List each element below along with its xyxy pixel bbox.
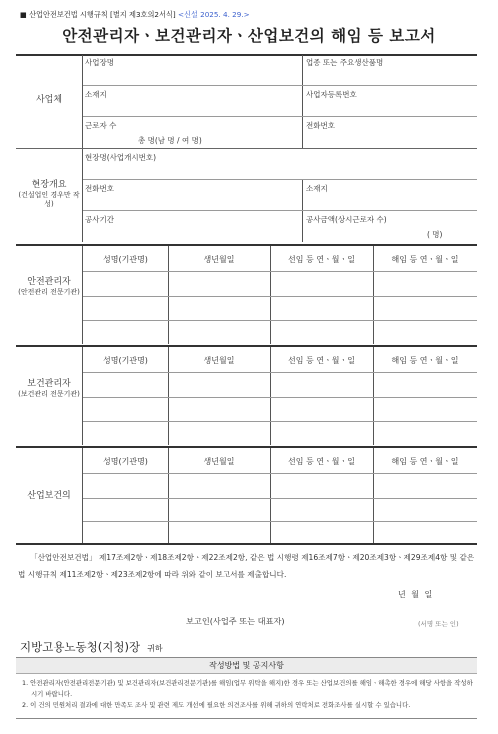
- col-name: 성명(기관명): [103, 356, 148, 365]
- reporter-label: 보고인(사업주 또는 대표자): [186, 616, 285, 626]
- col-birthdate: 생년월일: [203, 356, 235, 365]
- instructions-box: [16, 657, 477, 711]
- safety-manager-label: 안전관리자 (안전관리 전문기관): [18, 277, 80, 297]
- signature-field[interactable]: (서명 또는 인): [418, 620, 459, 628]
- col-birthdate: 생년월일: [203, 255, 235, 264]
- site-section-note: (건설업인 경우만 작성): [18, 191, 80, 209]
- form-header: [20, 10, 250, 20]
- site-section-label: 현장개요 (건설업인 경우만 작성): [16, 180, 82, 209]
- col-name: 성명(기관명): [103, 457, 148, 466]
- worker-count-field[interactable]: 근로자 수: [85, 121, 117, 130]
- industry-field[interactable]: 업종 또는 주요생산품명: [306, 58, 384, 67]
- health-manager-label: 보건관리자 (보건관리 전문기관): [18, 379, 80, 399]
- instructions-list: [16, 674, 477, 711]
- col-appointed-date: 선임 등 연ㆍ월ㆍ일: [288, 457, 355, 466]
- workplace-phone-field[interactable]: 전화번호: [306, 121, 335, 130]
- site-phone-field[interactable]: 전화번호: [85, 184, 114, 193]
- recipient-suffix: 귀하: [147, 644, 163, 653]
- col-appointed-date: 선임 등 연ㆍ월ㆍ일: [288, 356, 355, 365]
- form-law-reference: ■ 산업안전보건법 시행규칙 [별지 제3호의2서식]: [20, 10, 176, 19]
- business-regno-field[interactable]: 사업자등록번호: [306, 90, 357, 99]
- col-dismissed-date: 해임 등 연ㆍ월ㆍ일: [391, 255, 459, 264]
- instruction-item: 1. 안전관리자(안전관리전문기관) 및 보건관리자(보건관리전문기관)를 해임(업무 위탁을 해지)한 경우 또는 산업보건의를 해임ㆍ해촉한 경우에 해당 사항을 작성하시기 바랍니다.: [22, 679, 473, 698]
- recipient-office: 지방고용노동청(지청)장: [20, 640, 141, 654]
- worker-count-detail: 총 명(남 명 / 여 명): [138, 136, 202, 145]
- statement-text: 「산업안전보건법」 제17조제2항ㆍ제18조제2항ㆍ제22조제2항, 같은 법 시행령 제16조제7항ㆍ제20조제3항ㆍ제29조제4항 및 같은 법 시행규칙 제11조제2항ㆍ제23조제2항에 따라 위와 같이 보고서를 제출합니다.: [18, 553, 475, 579]
- construction-period-field[interactable]: 공사기간: [85, 215, 114, 224]
- recipient: [20, 636, 163, 655]
- site-name-field[interactable]: 현장명(사업개시번호): [85, 153, 157, 162]
- workplace-name-field[interactable]: 사업장명: [85, 58, 114, 67]
- construction-worker-unit: ( 명): [427, 230, 443, 239]
- col-name: 성명(기관명): [103, 255, 148, 264]
- col-dismissed-date: 해임 등 연ㆍ월ㆍ일: [391, 457, 459, 466]
- site-address-field[interactable]: 소재지: [306, 184, 328, 193]
- construction-amount-field[interactable]: 공사금액(상시근로자 수): [306, 215, 387, 224]
- col-dismissed-date: 해임 등 연ㆍ월ㆍ일: [391, 356, 459, 365]
- form-revision-date: <신설 2025. 4. 29.>: [177, 10, 250, 19]
- divider: [16, 54, 477, 56]
- col-birthdate: 생년월일: [203, 457, 235, 466]
- instructions-heading: 작성방법 및 공지사항: [16, 657, 477, 674]
- workplace-address-field[interactable]: 소재지: [85, 90, 107, 99]
- page-title: 안전관리자ㆍ보건관리자ㆍ산업보건의 해임 등 보고서: [62, 27, 436, 45]
- workplace-section-label: 사업체: [35, 95, 63, 105]
- instruction-item: 2. 이 건의 민원처리 결과에 대한 만족도 조사 및 관련 제도 개선에 필요한 의견조사를 위해 귀하의 연락처로 전화조사를 실시할 수 있습니다.: [22, 701, 411, 709]
- col-appointed-date: 선임 등 연ㆍ월ㆍ일: [288, 255, 355, 264]
- report-date[interactable]: 년 월 일: [398, 590, 433, 599]
- physician-label: 산업보건의: [27, 491, 71, 501]
